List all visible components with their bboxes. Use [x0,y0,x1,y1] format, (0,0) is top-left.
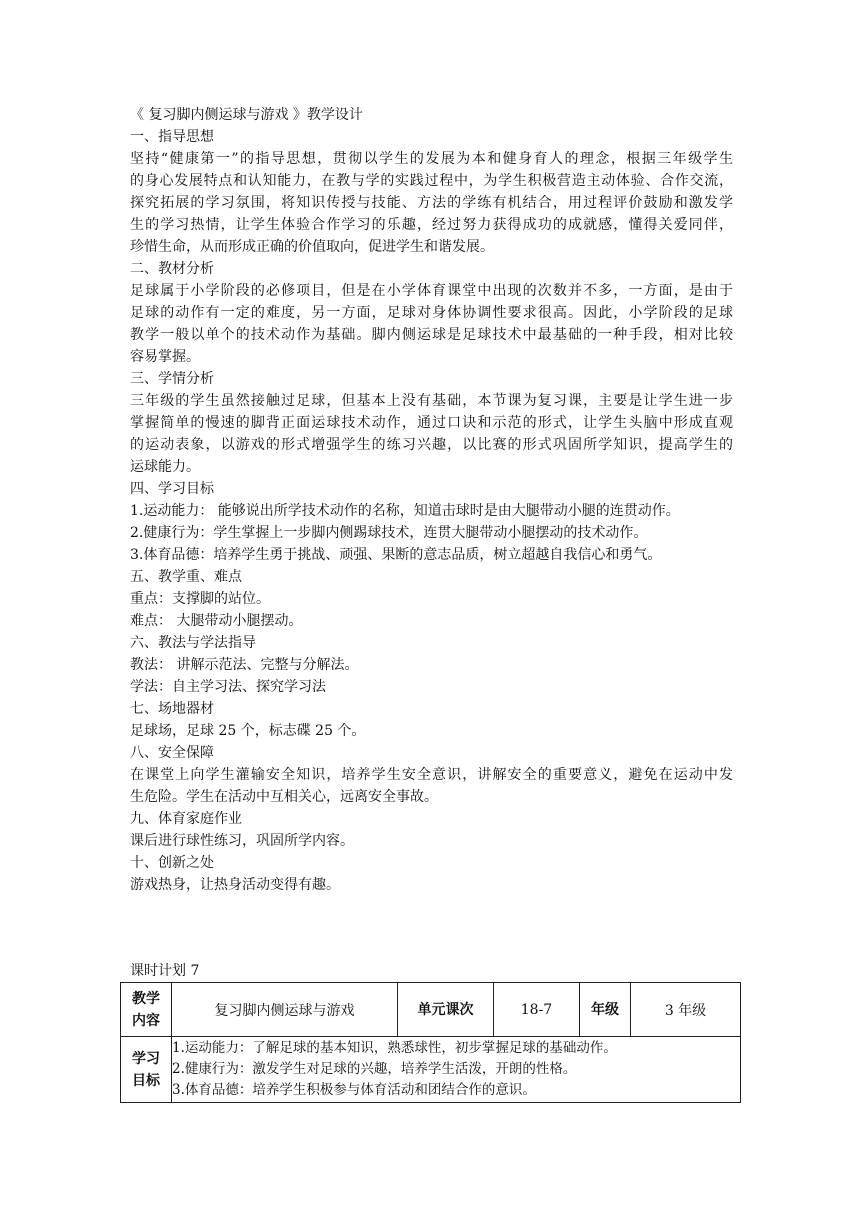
difficulty-line: 难点： 大腿带动小腿摆动。 [130,613,303,629]
unit-label-cell: 单元课次 [398,983,494,1037]
paragraph-line: 在课堂上向学生灌输安全知识，培养学生安全意识，讲解安全的重要意义，避免在运动中发 [130,767,733,783]
paragraph-line: 珍惜生命，从而形成正确的价值取向，促进学生和谐发展。 [130,239,494,255]
section-heading-methods: 六、教法与学法指导 [130,635,256,651]
section-heading-homework: 九、体育家庭作业 [130,811,242,827]
lesson-plan-table [120,982,741,1103]
section-heading-key-points: 五、教学重、难点 [130,569,242,585]
section-heading-learning-goals: 四、学习目标 [130,481,214,497]
paragraph-line: 容易掌握。 [130,349,200,365]
section-heading-material-analysis: 二、教材分析 [130,261,214,277]
lesson-plan-caption: 课时计划 7 [130,963,200,979]
goals-cell [172,1037,741,1103]
paragraph-line: 的身心发展特点和认知能力，在教与学的实践过程中，为学生积极营造主动体验、合作交流， [130,173,733,189]
content-label-cell: 教学 内容 [121,983,172,1037]
paragraph-line: 教学一般以单个的技术动作为基础。脚内侧运球是足球技术中最基础的一种手段，相对比较 [130,327,733,343]
paragraph-line: 的运动表象，以游戏的形式增强学生的练习兴趣，以比赛的形式巩固所学知识，提高学生的 [130,437,733,453]
paragraph-line: 探究拓展的学习氛围，将知识传授与技能、方法的学练有机结合，用过程评价鼓励和激发学 [130,195,733,211]
goal-item: 3.体育品德：培养学生积极参与体育活动和团结合作的意识。 [172,1082,536,1098]
key-point-line: 重点：支撑脚的站位。 [130,591,270,607]
unit-value-cell: 18-7 [494,983,580,1037]
goal-line: 1.运动能力： 能够说出所学技术动作的名称，知道击球时是由大腿带动小腿的连贯动作。 [130,503,680,519]
paragraph-line: 掌握简单的慢速的脚背正面运球技术动作，通过口诀和示范的形式，让学生头脑中形成直观 [130,415,733,431]
table-row [121,983,741,1037]
grade-value-cell: 3 年级 [631,983,741,1037]
table-row [121,1037,741,1103]
goals-label-cell: 学习 目标 [121,1037,172,1103]
paragraph-line: 生危险。学生在活动中互相关心，远离安全事故。 [130,789,438,805]
teaching-method-line: 教法： 讲解示范法、完整与分解法。 [130,657,359,673]
content-value-cell: 复习脚内侧运球与游戏 [172,983,398,1037]
homework-line: 课后进行球性练习，巩固所学内容。 [130,833,354,849]
goal-line: 3.体育品德：培养学生勇于挑战、顽强、果断的意志品质，树立超越自我信心和勇气。 [130,547,662,563]
document-title: 《 复习脚内侧运球与游戏 》教学设计 [130,107,363,123]
paragraph-line: 坚持“健康第一”的指导思想，贯彻以学生的发展为本和健身育人的理念，根据三年级学生 [130,151,733,167]
paragraph-line: 运球能力。 [130,459,200,475]
goal-item: 1.运动能力：了解足球的基本知识，熟悉球性，初步掌握足球的基础动作。 [172,1040,617,1056]
section-heading-guiding-thought: 一、指导思想 [130,129,214,145]
goal-line: 2.健康行为：学生掌握上一步脚内侧踢球技术，连贯大腿带动小腿摆动的技术动作。 [130,525,648,541]
paragraph-line: 三年级的学生虽然接触过足球，但基本上没有基础，本节课为复习课，主要是让学生进一步 [130,393,733,409]
section-heading-innovation: 十、创新之处 [130,855,214,871]
innovation-line: 游戏热身，让热身活动变得有趣。 [130,877,340,893]
section-heading-student-analysis: 三、学情分析 [130,371,214,387]
grade-label-cell: 年级 [580,983,631,1037]
paragraph-line: 足球属于小学阶段的必修项目，但是在小学体育课堂中出现的次数并不多，一方面，是由于 [130,283,733,299]
paragraph-line: 足球的动作有一定的难度，另一方面，足球对身体协调性要求很高。因此，小学阶段的足球 [130,305,733,321]
section-heading-safety: 八、安全保障 [130,745,214,761]
section-heading-equipment: 七、场地器材 [130,701,214,717]
learning-method-line: 学法：自主学习法、探究学习法 [130,679,326,695]
equipment-line: 足球场，足球 25 个，标志碟 25 个。 [130,723,366,739]
goal-item: 2.健康行为：激发学生对足球的兴趣，培养学生活泼，开朗的性格。 [172,1061,577,1077]
paragraph-line: 生的学习热情，让学生体验合作学习的乐趣，经过努力获得成功的成就感，懂得关爱同伴， [130,217,733,233]
